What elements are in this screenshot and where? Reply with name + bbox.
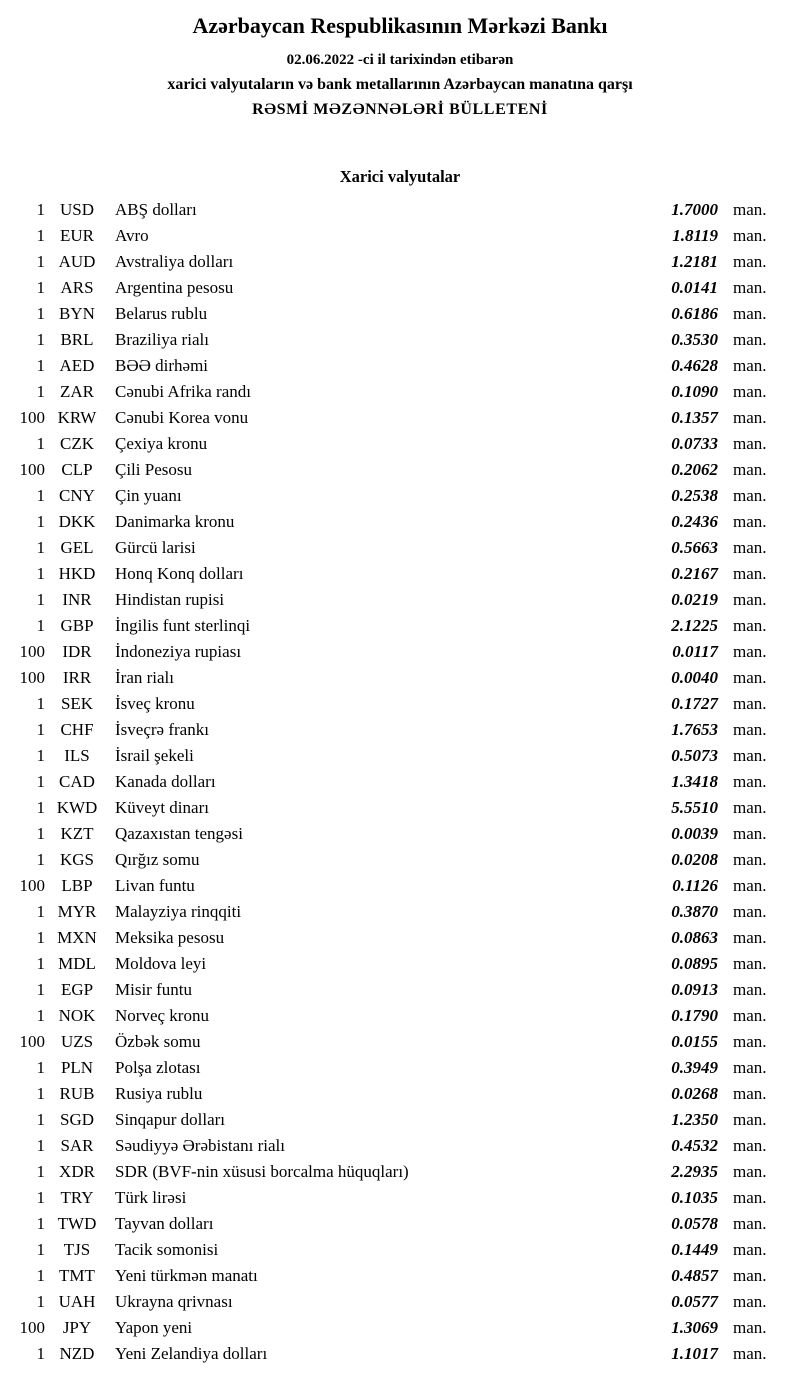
rate-unit: man. <box>733 615 767 635</box>
rate-value: 1.3069 <box>671 1317 718 1337</box>
rate-unit: man. <box>733 901 767 921</box>
rate-unit: man. <box>733 979 767 999</box>
rate-unit: man. <box>733 771 767 791</box>
rate-code: MYR <box>57 901 97 921</box>
rate-unit: man. <box>733 485 767 505</box>
rate-qty: 100 <box>19 641 45 661</box>
rate-name: Yapon yeni <box>115 1317 193 1337</box>
table-row <box>0 717 770 743</box>
rate-code: KRW <box>57 407 97 427</box>
rate-name: Cənubi Korea vonu <box>115 407 249 427</box>
rate-unit: man. <box>733 1057 767 1077</box>
table-row <box>0 821 770 847</box>
table-row <box>0 1211 770 1237</box>
table-row <box>0 1185 770 1211</box>
bank-title: Azərbaycan Respublikasının Mərkəzi Bankı <box>192 13 608 38</box>
rate-qty: 1 <box>36 771 45 791</box>
rate-qty: 1 <box>36 823 45 843</box>
rate-qty: 1 <box>36 1083 45 1103</box>
rate-qty: 1 <box>36 329 45 349</box>
rate-qty: 100 <box>19 667 45 687</box>
rate-qty: 1 <box>36 199 45 219</box>
rates-table <box>0 197 800 1367</box>
rate-qty: 1 <box>36 1213 45 1233</box>
rate-code: TRY <box>60 1187 94 1207</box>
rate-qty: 1 <box>36 251 45 271</box>
table-row <box>0 431 770 457</box>
rate-name: Çili Pesosu <box>115 459 192 479</box>
rate-qty: 1 <box>36 849 45 869</box>
rate-unit: man. <box>733 1265 767 1285</box>
rate-qty: 100 <box>19 1031 45 1051</box>
rate-value: 0.3949 <box>671 1057 718 1077</box>
rate-name: Sinqapur dolları <box>115 1109 226 1129</box>
rate-unit: man. <box>733 641 767 661</box>
rate-qty: 1 <box>36 589 45 609</box>
rate-unit: man. <box>733 797 767 817</box>
table-row <box>0 483 770 509</box>
rate-qty: 1 <box>36 1135 45 1155</box>
rate-unit: man. <box>733 1317 767 1337</box>
rate-qty: 1 <box>36 1187 45 1207</box>
rate-qty: 1 <box>36 433 45 453</box>
rate-name: Polşa zlotası <box>115 1057 201 1077</box>
table-row <box>0 275 770 301</box>
rate-qty: 1 <box>36 693 45 713</box>
subtitle-line: xarici valyutaların və bank metallarının Azərbaycan manatına qarşı <box>167 75 633 93</box>
rate-value: 0.0141 <box>671 277 718 297</box>
rate-unit: man. <box>733 927 767 947</box>
table-row <box>0 327 770 353</box>
rate-value: 1.7653 <box>671 719 718 739</box>
rate-qty: 1 <box>36 1109 45 1129</box>
rate-qty: 1 <box>36 1057 45 1077</box>
rate-code: CHF <box>60 719 94 739</box>
rate-code: KWD <box>56 797 98 817</box>
rate-code: INR <box>62 589 92 609</box>
rate-qty: 1 <box>36 1343 45 1363</box>
rate-name: Qırğız somu <box>115 849 200 869</box>
table-row <box>0 847 770 873</box>
table-row <box>0 899 770 925</box>
rate-value: 2.1225 <box>671 615 718 635</box>
rate-code: NZD <box>59 1343 95 1363</box>
rate-value: 0.0040 <box>671 667 718 687</box>
rate-code: MDL <box>58 953 96 973</box>
rate-code: SGD <box>59 1109 94 1129</box>
rate-code: UZS <box>60 1031 94 1051</box>
table-row <box>0 977 770 1003</box>
rate-unit: man. <box>733 1239 767 1259</box>
rate-qty: 1 <box>36 719 45 739</box>
rate-name: Avro <box>115 225 149 245</box>
table-row <box>0 1159 770 1185</box>
rate-code: XDR <box>59 1161 95 1181</box>
rate-unit: man. <box>733 303 767 323</box>
rate-value: 0.2062 <box>671 459 718 479</box>
rate-name: Çexiya kronu <box>115 433 208 453</box>
table-row <box>0 1107 770 1133</box>
rate-value: 0.1449 <box>671 1239 718 1259</box>
rate-value: 1.1017 <box>671 1343 718 1363</box>
rate-qty: 1 <box>36 511 45 531</box>
rate-name: Norveç kronu <box>115 1005 209 1025</box>
rate-value: 0.1035 <box>671 1187 718 1207</box>
rate-code: AED <box>59 355 95 375</box>
rate-value: 0.1357 <box>671 407 718 427</box>
rate-qty: 1 <box>36 225 45 245</box>
table-row <box>0 691 770 717</box>
table-row <box>0 249 770 275</box>
rate-qty: 100 <box>19 875 45 895</box>
rate-qty: 1 <box>36 745 45 765</box>
table-row <box>0 1237 770 1263</box>
rate-unit: man. <box>733 1343 767 1363</box>
rate-value: 5.5510 <box>671 797 718 817</box>
rate-code: CNY <box>59 485 95 505</box>
rate-unit: man. <box>733 407 767 427</box>
table-row <box>0 509 770 535</box>
rate-value: 0.3870 <box>671 901 718 921</box>
rate-unit: man. <box>733 667 767 687</box>
rate-name: Argentina pesosu <box>115 277 234 297</box>
rate-code: LBP <box>61 875 93 895</box>
rate-value: 0.0863 <box>671 927 718 947</box>
table-row <box>0 795 770 821</box>
rate-value: 0.5073 <box>671 745 718 765</box>
rate-name: Avstraliya dolları <box>115 251 234 271</box>
rate-qty: 1 <box>36 277 45 297</box>
table-row <box>0 743 770 769</box>
rate-unit: man. <box>733 1161 767 1181</box>
rate-value: 0.0895 <box>671 953 718 973</box>
rate-code: SAR <box>60 1135 94 1155</box>
rate-name: Qazaxıstan tengəsi <box>115 823 243 843</box>
table-row <box>0 301 770 327</box>
rate-value: 0.0208 <box>671 849 718 869</box>
rate-value: 0.2538 <box>671 485 718 505</box>
rate-code: AUD <box>58 251 96 271</box>
rate-value: 0.0039 <box>671 823 718 843</box>
rate-code: DKK <box>58 511 96 531</box>
table-row <box>0 665 770 691</box>
rate-code: UAH <box>58 1291 96 1311</box>
rate-name: Hindistan rupisi <box>115 589 225 609</box>
rate-unit: man. <box>733 1187 767 1207</box>
rate-name: Moldova leyi <box>115 953 207 973</box>
rate-value: 1.7000 <box>671 199 718 219</box>
rate-name: Honq Konq dolları <box>115 563 244 583</box>
rate-qty: 1 <box>36 927 45 947</box>
rate-unit: man. <box>733 589 767 609</box>
rate-name: İsveçrə frankı <box>115 719 209 739</box>
table-row <box>0 873 770 899</box>
rate-qty: 1 <box>36 355 45 375</box>
rate-value: 0.1727 <box>671 693 718 713</box>
rate-qty: 1 <box>36 1239 45 1259</box>
rate-name: İndoneziya rupiası <box>115 641 242 661</box>
rate-value: 0.0733 <box>671 433 718 453</box>
rate-unit: man. <box>733 1213 767 1233</box>
rate-code: KGS <box>59 849 94 869</box>
rate-value: 0.4532 <box>671 1135 718 1155</box>
rate-name: Yeni türkmən manatı <box>115 1265 258 1285</box>
table-row <box>0 197 770 223</box>
rate-unit: man. <box>733 1135 767 1155</box>
rate-value: 0.1090 <box>671 381 718 401</box>
rate-value: 0.2436 <box>671 511 718 531</box>
rate-code: ARS <box>60 277 94 297</box>
rate-code: NOK <box>58 1005 96 1025</box>
rate-name: Özbək somu <box>115 1031 201 1051</box>
bulletin-title: RƏSMİ MƏZƏNNƏLƏRİ BÜLLETENİ <box>252 100 548 118</box>
table-row <box>0 1341 770 1367</box>
rate-code: CLP <box>61 459 93 479</box>
rate-unit: man. <box>733 459 767 479</box>
rate-value: 1.2350 <box>671 1109 718 1129</box>
table-row <box>0 1029 770 1055</box>
rate-name: Türk lirəsi <box>115 1187 187 1207</box>
table-row <box>0 1133 770 1159</box>
table-row <box>0 951 770 977</box>
rate-code: RUB <box>59 1083 95 1103</box>
section-title: Xarici valyutalar <box>339 166 461 186</box>
rate-unit: man. <box>733 511 767 531</box>
rate-qty: 1 <box>36 563 45 583</box>
rate-code: GBP <box>60 615 94 635</box>
table-row <box>0 535 770 561</box>
rate-code: PLN <box>60 1057 94 1077</box>
rate-value: 0.0578 <box>671 1213 718 1233</box>
rate-code: IRR <box>62 667 92 687</box>
rate-qty: 100 <box>19 459 45 479</box>
rate-qty: 1 <box>36 303 45 323</box>
rate-name: İsrail şekeli <box>115 745 194 765</box>
rate-qty: 100 <box>19 407 45 427</box>
rate-qty: 1 <box>36 901 45 921</box>
rate-unit: man. <box>733 329 767 349</box>
rate-code: TWD <box>57 1213 97 1233</box>
rate-name: BƏƏ dirhəmi <box>115 355 209 375</box>
rate-name: Belarus rublu <box>115 303 208 323</box>
rate-unit: man. <box>733 849 767 869</box>
rate-unit: man. <box>733 225 767 245</box>
table-row <box>0 1315 770 1341</box>
rate-name: Çin yuanı <box>115 485 182 505</box>
effective-date-line: 02.06.2022 -ci il tarixindən etibarən <box>286 51 514 68</box>
rate-name: Tayvan dolları <box>115 1213 214 1233</box>
rate-unit: man. <box>733 1109 767 1129</box>
rate-name: İsveç kronu <box>115 693 195 713</box>
rate-unit: man. <box>733 693 767 713</box>
rate-value: 0.0117 <box>672 641 718 661</box>
rate-name: Meksika pesosu <box>115 927 225 947</box>
rate-code: GEL <box>60 537 94 557</box>
table-row <box>0 457 770 483</box>
table-row <box>0 223 770 249</box>
rate-name: Kanada dolları <box>115 771 216 791</box>
rate-name: Rusiya rublu <box>115 1083 203 1103</box>
rate-value: 0.6186 <box>671 303 718 323</box>
rate-value: 0.1790 <box>671 1005 718 1025</box>
rate-unit: man. <box>733 563 767 583</box>
rate-name: Danimarka kronu <box>115 511 235 531</box>
rate-qty: 1 <box>36 1161 45 1181</box>
rate-unit: man. <box>733 875 767 895</box>
rate-qty: 1 <box>36 1005 45 1025</box>
rate-qty: 1 <box>36 615 45 635</box>
rate-value: 0.5663 <box>671 537 718 557</box>
rate-code: MXN <box>57 927 97 947</box>
rate-code: TMT <box>59 1265 95 1285</box>
rate-code: ZAR <box>60 381 94 401</box>
rate-value: 1.8119 <box>672 225 718 245</box>
rate-value: 0.0913 <box>671 979 718 999</box>
table-row <box>0 1055 770 1081</box>
rate-name: Gürcü larisi <box>115 537 196 557</box>
rate-unit: man. <box>733 433 767 453</box>
rate-code: EGP <box>60 979 94 999</box>
rate-value: 2.2935 <box>671 1161 718 1181</box>
rate-code: TJS <box>63 1239 91 1259</box>
table-row <box>0 353 770 379</box>
rate-code: USD <box>59 199 94 219</box>
rate-name: Malayziya rinqqiti <box>115 901 242 921</box>
rate-value: 0.3530 <box>671 329 718 349</box>
table-row <box>0 769 770 795</box>
rate-name: Səudiyyə Ərəbistanı rialı <box>115 1135 285 1155</box>
bulletin-header <box>0 12 800 119</box>
rate-value: 0.0219 <box>671 589 718 609</box>
rate-code: BYN <box>59 303 95 323</box>
rate-qty: 1 <box>36 381 45 401</box>
rate-qty: 1 <box>36 537 45 557</box>
rate-name: Cənubi Afrika randı <box>115 381 251 401</box>
rate-unit: man. <box>733 381 767 401</box>
rate-code: KZT <box>60 823 94 843</box>
rate-code: SEK <box>60 693 94 713</box>
rate-value: 0.4628 <box>671 355 718 375</box>
rate-unit: man. <box>733 1291 767 1311</box>
rate-unit: man. <box>733 199 767 219</box>
rate-name: Yeni Zelandiya dolları <box>115 1343 268 1363</box>
rate-name: Misir funtu <box>115 979 192 999</box>
rate-qty: 1 <box>36 979 45 999</box>
rate-unit: man. <box>733 1031 767 1051</box>
rate-value: 0.1126 <box>672 875 718 895</box>
rate-code: JPY <box>62 1317 92 1337</box>
rate-unit: man. <box>733 719 767 739</box>
rate-code: CZK <box>60 433 94 453</box>
table-row <box>0 379 770 405</box>
table-row <box>0 587 770 613</box>
table-row <box>0 405 770 431</box>
rate-unit: man. <box>733 537 767 557</box>
table-row <box>0 1289 770 1315</box>
rate-name: ABŞ dolları <box>115 199 197 219</box>
rate-name: İran rialı <box>115 667 174 687</box>
table-row <box>0 561 770 587</box>
table-row <box>0 1003 770 1029</box>
rate-code: IDR <box>62 641 92 661</box>
rate-value: 1.3418 <box>671 771 718 791</box>
rate-name: İngilis funt sterlinqi <box>115 615 251 635</box>
rate-value: 0.4857 <box>671 1265 718 1285</box>
rate-unit: man. <box>733 953 767 973</box>
table-row <box>0 639 770 665</box>
rate-qty: 100 <box>19 1317 45 1337</box>
rate-code: EUR <box>60 225 94 245</box>
rate-code: BRL <box>60 329 94 349</box>
rate-qty: 1 <box>36 797 45 817</box>
rate-name: Tacik somonisi <box>115 1239 219 1259</box>
table-row <box>0 613 770 639</box>
rate-code: HKD <box>58 563 96 583</box>
rate-name: SDR (BVF-nin xüsusi borcalma hüquqları) <box>115 1161 409 1181</box>
rate-name: Livan funtu <box>115 875 195 895</box>
rate-value: 0.0268 <box>671 1083 718 1103</box>
rate-unit: man. <box>733 1005 767 1025</box>
rate-unit: man. <box>733 355 767 375</box>
rate-qty: 1 <box>36 953 45 973</box>
rate-qty: 1 <box>36 1265 45 1285</box>
rate-unit: man. <box>733 1083 767 1103</box>
rate-unit: man. <box>733 277 767 297</box>
rate-value: 0.0155 <box>671 1031 718 1051</box>
rate-value: 1.2181 <box>671 251 718 271</box>
rate-unit: man. <box>733 823 767 843</box>
rate-unit: man. <box>733 251 767 271</box>
rate-value: 0.2167 <box>671 563 718 583</box>
rate-qty: 1 <box>36 485 45 505</box>
rate-name: Braziliya rialı <box>115 329 209 349</box>
table-row <box>0 925 770 951</box>
rate-unit: man. <box>733 745 767 765</box>
table-row <box>0 1081 770 1107</box>
rate-name: Ukrayna qrivnası <box>115 1291 233 1311</box>
rate-qty: 1 <box>36 1291 45 1311</box>
table-row <box>0 1263 770 1289</box>
rate-value: 0.0577 <box>671 1291 718 1311</box>
rate-name: Küveyt dinarı <box>115 797 209 817</box>
rate-code: ILS <box>64 745 90 765</box>
rate-code: CAD <box>59 771 95 791</box>
